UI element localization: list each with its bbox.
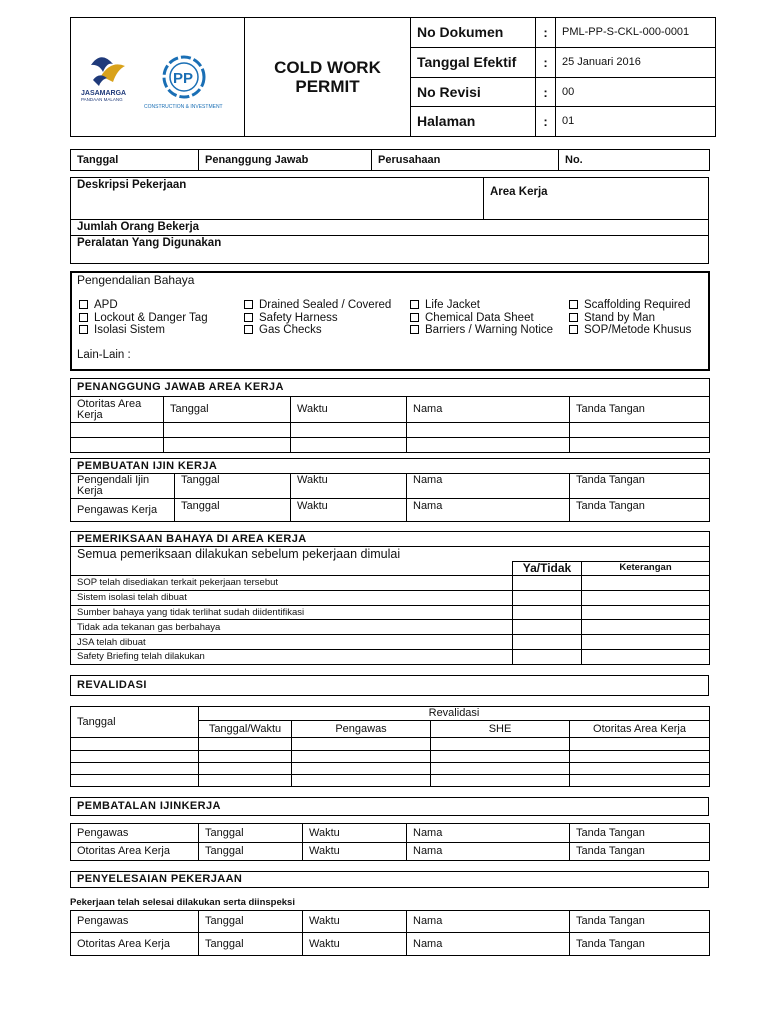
pbt-otoritas: Otoritas Area Kerja bbox=[71, 843, 199, 861]
checkbox-icon[interactable] bbox=[569, 300, 578, 309]
checkbox-apd[interactable]: APD bbox=[79, 299, 208, 312]
pyp-nama-2: Nama bbox=[407, 933, 570, 956]
pja-h-otoritas: Otoritas Area Kerja bbox=[71, 397, 164, 423]
pyp-otoritas: Otoritas Area Kerja bbox=[71, 933, 199, 956]
rev-c-she: SHE bbox=[431, 721, 570, 738]
hazard-col-4 bbox=[569, 299, 691, 337]
pyp-tanggal-1: Tanggal bbox=[199, 911, 303, 933]
checkbox-icon[interactable] bbox=[79, 325, 88, 334]
pbt-nama-2: Nama bbox=[407, 843, 570, 861]
checkbox-icon[interactable] bbox=[569, 313, 578, 322]
pja-title: PENANGGUNG JAWAB AREA KERJA bbox=[71, 379, 710, 397]
info-perusahaan: Perusahaan bbox=[372, 150, 559, 171]
pyp-waktu-2: Waktu bbox=[303, 933, 407, 956]
checkbox-icon[interactable] bbox=[244, 325, 253, 334]
table-row: SOP telah disediakan terkait pekerjaan tersebut bbox=[71, 576, 710, 591]
pik-pengendali: Pengendali Ijin Kerja bbox=[71, 474, 175, 499]
pbt-table bbox=[70, 823, 710, 861]
pyp-title-table bbox=[70, 871, 709, 888]
pik-pengawas: Pengawas Kerja bbox=[71, 499, 175, 522]
pbt-tanggal-2: Tanggal bbox=[199, 843, 303, 861]
pik-ttd-1: Tanda Tangan bbox=[570, 474, 710, 499]
checkbox-icon[interactable] bbox=[410, 300, 419, 309]
pbt-nama-1: Nama bbox=[407, 824, 570, 843]
pik-tanggal-1: Tanggal bbox=[175, 474, 291, 499]
checkbox-scaffolding[interactable]: Scaffolding Required bbox=[569, 299, 691, 312]
colon: : bbox=[536, 48, 556, 78]
checkbox-barriers[interactable]: Barriers / Warning Notice bbox=[410, 324, 553, 337]
pja-h-nama: Nama bbox=[407, 397, 570, 423]
lain-lain-label: Lain-Lain : bbox=[77, 349, 131, 361]
logo1-text: JASAMARGA bbox=[81, 90, 127, 97]
pbt-tanggal-1: Tanggal bbox=[199, 824, 303, 843]
hazard-col-2 bbox=[244, 299, 391, 337]
area-kerja-label: Area Kerja bbox=[490, 186, 548, 198]
pyp-pengawas: Pengawas bbox=[71, 911, 199, 933]
checkbox-gas[interactable]: Gas Checks bbox=[244, 324, 391, 337]
table-row bbox=[71, 750, 710, 762]
table-row: JSA telah dibuat bbox=[71, 635, 710, 650]
table-row bbox=[71, 774, 710, 786]
rev-tanggal: Tanggal bbox=[71, 707, 199, 738]
pik-title: PEMBUATAN IJIN KERJA bbox=[71, 459, 710, 474]
header-table bbox=[70, 17, 716, 137]
pba-keterangan: Keterangan bbox=[582, 562, 710, 576]
pik-tanggal-2: Tanggal bbox=[175, 499, 291, 522]
deskripsi-label: Deskripsi Pekerjaan bbox=[77, 179, 187, 191]
pbt-ttd-1: Tanda Tangan bbox=[570, 824, 710, 843]
checkbox-icon[interactable] bbox=[410, 325, 419, 334]
checkbox-isolasi[interactable]: Isolasi Sistem bbox=[79, 324, 208, 337]
pja-h-waktu: Waktu bbox=[291, 397, 407, 423]
pbt-ttd-2: Tanda Tangan bbox=[570, 843, 710, 861]
table-row: Safety Briefing telah dilakukan bbox=[71, 649, 710, 664]
no-revisi-value: 00 bbox=[556, 78, 716, 107]
rev-c-otoritas: Otoritas Area Kerja bbox=[570, 721, 710, 738]
table-row: Sumber bahaya yang tidak terlihat sudah diidentifikasi bbox=[71, 605, 710, 620]
pik-nama-1: Nama bbox=[407, 474, 570, 499]
table-row: Tidak ada tekanan gas berbahaya bbox=[71, 620, 710, 635]
logo-cell bbox=[71, 18, 245, 137]
pba-title: PEMERIKSAAN BAHAYA DI AREA KERJA bbox=[71, 532, 710, 547]
rev-c-tanggal-waktu: Tanggal/Waktu bbox=[199, 721, 292, 738]
hazard-col-1 bbox=[79, 299, 208, 337]
pyp-title: PENYELESAIAN PEKERJAAN bbox=[71, 872, 709, 888]
pik-table bbox=[70, 458, 710, 522]
rev-revalidasi: Revalidasi bbox=[199, 707, 710, 721]
tanggal-efektif-value: 25 Januari 2016 bbox=[556, 48, 716, 78]
rev-title-table bbox=[70, 675, 709, 696]
pyp-table bbox=[70, 910, 710, 956]
checkbox-icon[interactable] bbox=[244, 300, 253, 309]
colon: : bbox=[536, 18, 556, 48]
table-row bbox=[71, 438, 710, 453]
pja-h-tanggal: Tanggal bbox=[164, 397, 291, 423]
pbt-waktu-2: Waktu bbox=[303, 843, 407, 861]
pbt-title: PEMBATALAN IJINKERJA bbox=[71, 798, 709, 816]
info-table bbox=[70, 149, 710, 171]
info-penanggung-jawab: Penanggung Jawab bbox=[199, 150, 372, 171]
table-row: Sistem isolasi telah dibuat bbox=[71, 590, 710, 605]
checkbox-chemical[interactable]: Chemical Data Sheet bbox=[410, 312, 553, 325]
peralatan-label: Peralatan Yang Digunakan bbox=[77, 237, 222, 249]
checkbox-standby[interactable]: Stand by Man bbox=[569, 312, 691, 325]
pyp-tanggal-2: Tanggal bbox=[199, 933, 303, 956]
checkbox-harness[interactable]: Safety Harness bbox=[244, 312, 391, 325]
table-row bbox=[71, 762, 710, 774]
pba-table bbox=[70, 531, 710, 665]
pbt-waktu-1: Waktu bbox=[303, 824, 407, 843]
table-row bbox=[71, 423, 710, 438]
halaman-value: 01 bbox=[556, 107, 716, 137]
table-row bbox=[71, 738, 710, 750]
pik-waktu-2: Waktu bbox=[291, 499, 407, 522]
jasamarga-logo-icon bbox=[91, 57, 125, 86]
no-revisi-label: No Revisi bbox=[411, 78, 536, 107]
title-line-2: PERMIT bbox=[295, 77, 360, 96]
permit-title bbox=[245, 18, 411, 137]
pba-ya-tidak: Ya/Tidak bbox=[513, 562, 582, 576]
checkbox-icon[interactable] bbox=[79, 313, 88, 322]
no-dokumen-label: No Dokumen bbox=[411, 18, 536, 48]
colon: : bbox=[536, 78, 556, 107]
pik-nama-2: Nama bbox=[407, 499, 570, 522]
hazard-col-3 bbox=[410, 299, 553, 337]
pyp-waktu-1: Waktu bbox=[303, 911, 407, 933]
pyp-ttd-1: Tanda Tangan bbox=[570, 911, 710, 933]
checkbox-life-jacket[interactable]: Life Jacket bbox=[410, 299, 553, 312]
pyp-nama-1: Nama bbox=[407, 911, 570, 933]
pbt-pengawas: Pengawas bbox=[71, 824, 199, 843]
no-dokumen-value: PML-PP-S-CKL-000-0001 bbox=[556, 18, 716, 48]
halaman-label: Halaman bbox=[411, 107, 536, 137]
info-no: No. bbox=[559, 150, 710, 171]
logo1-sub: PANDAAN MALANG bbox=[81, 97, 123, 102]
checkbox-icon[interactable] bbox=[569, 325, 578, 334]
peralatan-divider bbox=[70, 235, 709, 236]
logo2-text: PP bbox=[173, 70, 194, 87]
pbt-title-table bbox=[70, 797, 709, 816]
checkbox-drained[interactable]: Drained Sealed / Covered bbox=[244, 299, 391, 312]
hazard-title: Pengendalian Bahaya bbox=[77, 273, 195, 287]
tanggal-efektif-label: Tanggal Efektif bbox=[411, 48, 536, 78]
rev-title: REVALIDASI bbox=[71, 676, 709, 696]
pik-waktu-1: Waktu bbox=[291, 474, 407, 499]
colon: : bbox=[536, 107, 556, 137]
checkbox-icon[interactable] bbox=[410, 313, 419, 322]
pja-h-ttd: Tanda Tangan bbox=[570, 397, 710, 423]
jumlah-divider bbox=[70, 219, 709, 220]
checkbox-sop[interactable]: SOP/Metode Khusus bbox=[569, 324, 691, 337]
checkbox-icon[interactable] bbox=[244, 313, 253, 322]
pba-subtitle: Semua pemeriksaan dilakukan sebelum pekerjaan dimulai bbox=[71, 547, 710, 562]
pja-table bbox=[70, 378, 710, 453]
rev-c-pengawas: Pengawas bbox=[292, 721, 431, 738]
logo2-sub: CONSTRUCTION & INVESTMENT bbox=[144, 104, 223, 110]
pyp-ttd-2: Tanda Tangan bbox=[570, 933, 710, 956]
jumlah-label: Jumlah Orang Bekerja bbox=[77, 221, 200, 233]
pyp-note: Pekerjaan telah selesai dilakukan serta diinspeksi bbox=[70, 897, 295, 908]
area-kerja-box bbox=[483, 177, 709, 220]
checkbox-icon[interactable] bbox=[79, 300, 88, 309]
title-line-1: COLD WORK bbox=[274, 58, 381, 77]
info-tanggal: Tanggal bbox=[71, 150, 199, 171]
logos bbox=[73, 20, 243, 135]
rev-table bbox=[70, 706, 710, 787]
pik-ttd-2: Tanda Tangan bbox=[570, 499, 710, 522]
checkbox-lockout[interactable]: Lockout & Danger Tag bbox=[79, 312, 208, 325]
